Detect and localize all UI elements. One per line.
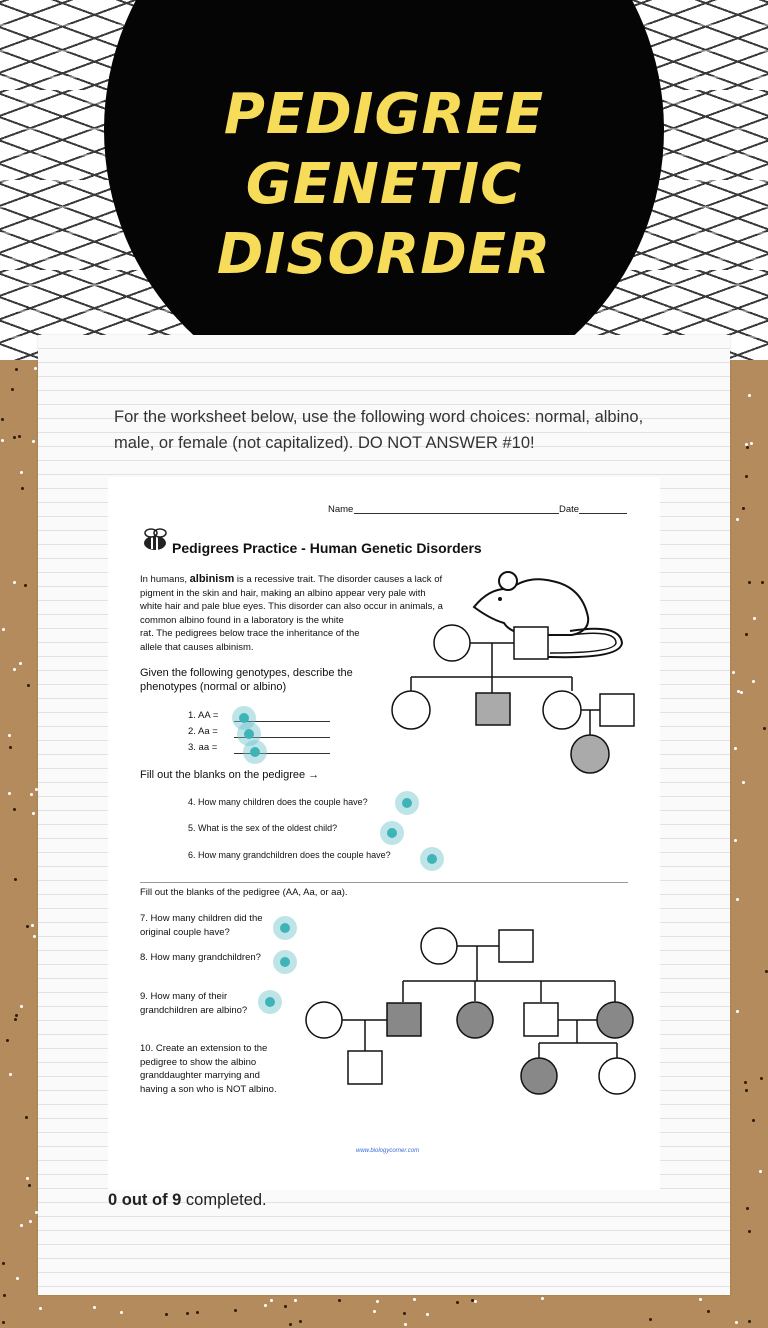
cork-speck	[33, 935, 36, 938]
question-10-line-1: 10. Create an extension to the	[140, 1043, 268, 1054]
cork-speck	[742, 507, 745, 510]
genotype-item-1: 1. AA =	[188, 710, 219, 721]
cork-speck	[196, 1311, 199, 1314]
pedigree-1	[378, 617, 653, 777]
answer-hotspot-7[interactable]	[273, 916, 297, 940]
cork-speck	[403, 1312, 406, 1315]
section2-prompt: Fill out the blanks of the pedigree (AA, Aa, or aa).	[140, 887, 348, 898]
cork-speck	[9, 1073, 12, 1076]
question-7-line-2: original couple have?	[140, 926, 230, 938]
cork-speck	[699, 1298, 702, 1301]
cork-speck	[93, 1306, 96, 1309]
question-10-line-2: pedigree to show the albino	[140, 1056, 257, 1068]
question-10	[140, 1042, 277, 1096]
cork-speck	[6, 1039, 9, 1042]
cork-speck	[732, 671, 735, 674]
cork-speck	[765, 970, 768, 973]
cork-speck	[24, 584, 27, 587]
cork-speck	[8, 734, 11, 737]
cork-speck	[750, 442, 753, 445]
cork-speck	[270, 1299, 273, 1302]
date-blank	[579, 513, 627, 514]
cork-speck	[2, 1262, 5, 1265]
cork-speck	[413, 1298, 416, 1301]
intro-line-2: pigment in the skin and hair, making an albino appear very pale with	[140, 587, 426, 599]
worksheet-title: Pedigrees Practice - Human Genetic Disorders	[172, 540, 482, 556]
cork-speck	[376, 1300, 379, 1303]
intro-line-1: is a recessive trait. The disorder causes a lack of	[234, 574, 443, 585]
cork-speck	[707, 1310, 710, 1313]
pedigree-prompt: Fill out the blanks on the pedigree →	[140, 769, 320, 781]
progress-suffix: completed.	[181, 1191, 267, 1209]
cork-speck	[745, 475, 748, 478]
name-blank	[354, 513, 559, 514]
cork-speck	[761, 581, 764, 584]
cork-speck	[404, 1323, 407, 1326]
cork-speck	[165, 1313, 168, 1316]
cork-speck	[746, 1207, 749, 1210]
footer-link: www.biologycorner.com	[356, 1148, 420, 1154]
cork-speck	[745, 633, 748, 636]
cork-speck	[474, 1300, 477, 1303]
cork-speck	[338, 1299, 341, 1302]
page-title	[104, 80, 664, 290]
cork-speck	[284, 1305, 287, 1308]
answer-hotspot-9[interactable]	[258, 990, 282, 1014]
cork-speck	[456, 1301, 459, 1304]
cork-speck	[748, 1230, 751, 1233]
cork-speck	[13, 668, 16, 671]
question-9-line-1: 9. How many of their	[140, 991, 228, 1002]
cork-speck	[471, 1299, 474, 1302]
cork-speck	[759, 1170, 762, 1173]
question-9-line-2: grandchildren are albino?	[140, 1004, 248, 1016]
cork-speck	[20, 1005, 23, 1008]
cork-speck	[25, 1116, 28, 1119]
intro-line-5: rat. The pedigrees below trace the inheritance of the	[140, 628, 360, 639]
cork-speck	[748, 394, 751, 397]
answer-hotspot-8[interactable]	[273, 950, 297, 974]
cork-speck	[13, 436, 16, 439]
cork-speck	[748, 1320, 751, 1323]
cork-speck	[31, 924, 34, 927]
cork-speck	[1, 439, 4, 442]
cork-speck	[39, 1307, 42, 1310]
cork-speck	[748, 581, 751, 584]
cork-speck	[27, 684, 30, 687]
cork-speck	[20, 471, 23, 474]
cork-speck	[15, 1014, 18, 1017]
cork-speck	[289, 1323, 292, 1326]
intro-line-3: white hair and pale blue eyes. This disorder can also occur in animals, a	[140, 601, 443, 612]
cork-speck	[264, 1304, 267, 1307]
cork-speck	[186, 1312, 189, 1315]
cork-speck	[752, 1119, 755, 1122]
answer-hotspot-5[interactable]	[380, 821, 404, 845]
cork-speck	[29, 1220, 32, 1223]
cork-speck	[26, 1177, 29, 1180]
bee-icon	[140, 527, 170, 553]
question-7	[140, 912, 263, 939]
cork-speck	[26, 925, 29, 928]
cork-speck	[32, 440, 35, 443]
cork-speck	[736, 518, 739, 521]
cork-speck	[14, 878, 17, 881]
title-line-3: DISORDER	[216, 222, 552, 287]
cork-speck	[1, 418, 4, 421]
answer-hotspot-4[interactable]	[395, 791, 419, 815]
cork-speck	[734, 747, 737, 750]
cork-speck	[11, 388, 14, 391]
cork-speck	[763, 727, 766, 730]
intro-prefix: In humans,	[140, 574, 190, 585]
cork-speck	[299, 1320, 302, 1323]
genotype-item-3: 3. aa =	[188, 742, 218, 753]
cork-speck	[234, 1309, 237, 1312]
title-line-2: GENETIC	[245, 152, 523, 217]
cork-speck	[28, 1184, 31, 1187]
name-label: Name	[328, 504, 354, 515]
cork-speck	[2, 628, 5, 631]
intro-line-6: allele that causes albinism.	[140, 641, 254, 653]
cork-speck	[20, 1224, 23, 1227]
cork-speck	[649, 1318, 652, 1321]
cork-speck	[752, 680, 755, 683]
section-divider	[140, 882, 628, 883]
progress-status	[108, 1191, 267, 1210]
question-8: 8. How many grandchildren?	[140, 952, 261, 963]
question-10-line-4: having a son who is NOT albino.	[140, 1083, 277, 1095]
cork-speck	[744, 1081, 747, 1084]
question-6: 6. How many grandchildren does the couple have?	[188, 850, 391, 860]
cork-speck	[16, 1277, 19, 1280]
genotype-prompt-line-1: Given the following genotypes, describe the	[140, 667, 353, 679]
cork-speck	[30, 793, 33, 796]
cork-speck	[745, 1089, 748, 1092]
question-10-line-3: granddaughter marrying and	[140, 1070, 260, 1081]
cork-speck	[745, 443, 748, 446]
cork-speck	[2, 1321, 5, 1324]
genotype-prompt-line-2: phenotypes (normal or albino)	[140, 681, 287, 693]
cork-speck	[753, 617, 756, 620]
cork-speck	[19, 662, 22, 665]
cork-speck	[13, 581, 16, 584]
cork-speck	[14, 1018, 17, 1021]
title-line-1: PEDIGREE	[223, 82, 545, 147]
cork-speck	[740, 691, 743, 694]
cork-speck	[373, 1310, 376, 1313]
question-7-line-1: 7. How many children did the	[140, 913, 263, 924]
cork-speck	[541, 1297, 544, 1300]
instructions-text: For the worksheet below, use the following word choices: normal, albino, male, or female (not capitalized). DO NOT ANSWER #10!	[114, 408, 644, 452]
cork-speck	[426, 1313, 429, 1316]
progress-count: 0 out of 9	[108, 1191, 182, 1209]
cork-speck	[21, 487, 24, 490]
cork-speck	[120, 1311, 123, 1314]
genotype-prompt	[140, 666, 353, 694]
answer-hotspot-3[interactable]	[243, 740, 267, 764]
cork-speck	[15, 368, 18, 371]
question-4: 4. How many children does the couple have?	[188, 797, 368, 807]
intro-line-4: common albino found in a laboratory is the white	[140, 614, 344, 626]
question-9	[140, 990, 247, 1017]
cork-speck	[8, 792, 11, 795]
cork-speck	[34, 367, 37, 370]
pedigree-2	[303, 925, 643, 1105]
cork-speck	[294, 1299, 297, 1302]
cork-speck	[13, 808, 16, 811]
answer-hotspot-6[interactable]	[420, 847, 444, 871]
cork-speck	[32, 812, 35, 815]
cork-speck	[9, 746, 12, 749]
genotype-item-2: 2. Aa =	[188, 726, 218, 737]
cork-speck	[746, 446, 749, 449]
cork-speck	[760, 1077, 763, 1080]
cork-speck	[736, 898, 739, 901]
cork-speck	[18, 435, 21, 438]
cork-speck	[736, 1010, 739, 1013]
date-label: Date	[559, 504, 580, 515]
intro-bold: albinism	[189, 573, 235, 585]
cork-speck	[742, 781, 745, 784]
cork-speck	[3, 1294, 6, 1297]
question-5: 5. What is the sex of the oldest child?	[188, 823, 338, 833]
cork-speck	[735, 1321, 738, 1324]
cork-speck	[734, 839, 737, 842]
